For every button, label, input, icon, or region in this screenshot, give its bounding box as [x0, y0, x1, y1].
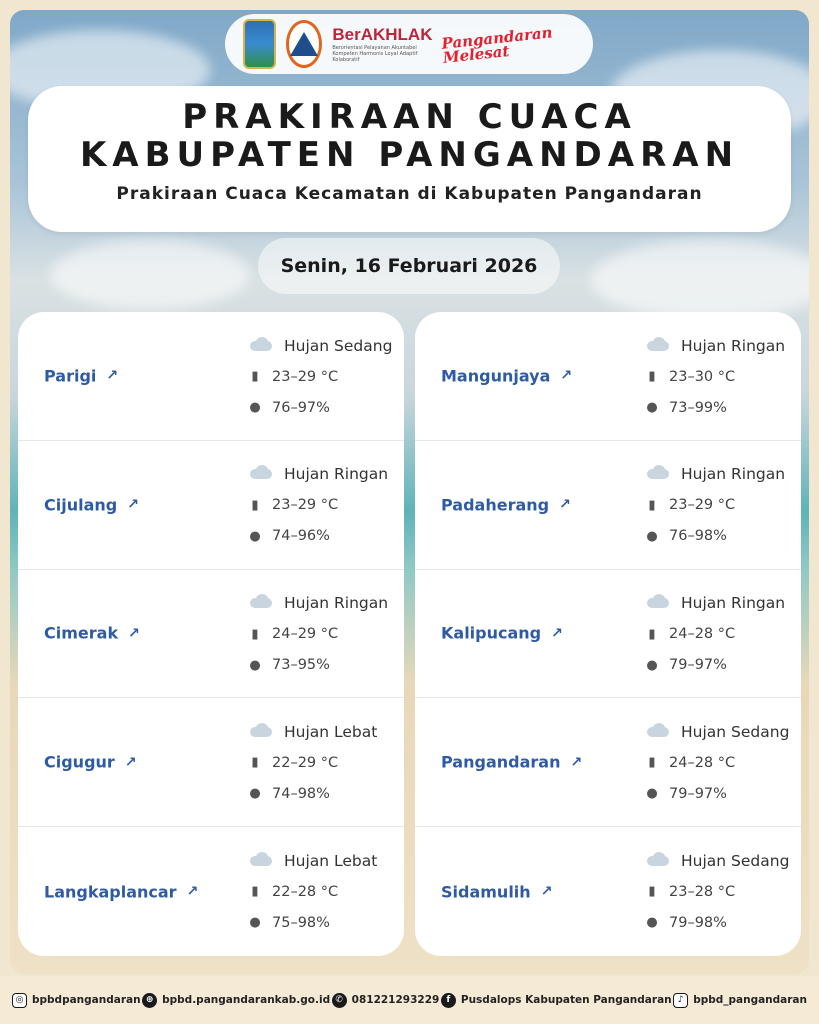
temperature-value: 24–28 °C	[669, 626, 736, 643]
temperature-value: 23–29 °C	[669, 497, 736, 514]
weather-label: Hujan Ringan	[681, 336, 786, 355]
district-name: Mangunjaya	[441, 366, 551, 386]
district-link[interactable]	[44, 753, 137, 772]
weather-condition	[645, 845, 801, 876]
berakhlak-logo	[332, 25, 432, 63]
pangandaran-melesat-logo: Pangandaran Melesat	[441, 23, 554, 67]
title-card	[28, 86, 791, 232]
instagram-handle: bpbdpangandaran	[32, 994, 141, 1006]
weather-condition	[645, 330, 801, 361]
forecast-row	[18, 570, 404, 699]
rain-cloud-icon	[645, 852, 671, 870]
water-drop-icon: ●	[646, 915, 658, 931]
rain-cloud-icon	[645, 337, 671, 355]
forecast-row	[415, 570, 801, 699]
temperature	[248, 490, 404, 521]
temperature-value: 22–28 °C	[272, 883, 339, 900]
instagram-icon: ◎	[12, 993, 27, 1008]
water-drop-icon: ●	[249, 400, 261, 415]
district-name: Padaherang	[441, 495, 550, 515]
humidity-value: 73–99%	[669, 399, 727, 416]
temperature	[645, 361, 801, 392]
footer-whatsapp[interactable]	[332, 993, 440, 1008]
rain-cloud-icon	[248, 337, 274, 355]
district-link[interactable]	[441, 624, 563, 643]
district-link[interactable]	[44, 495, 139, 514]
weather-label: Hujan Lebat	[284, 722, 378, 741]
temperature-value: 23–28 °C	[669, 883, 736, 900]
district-link[interactable]	[441, 366, 572, 385]
rain-cloud-icon	[645, 465, 671, 483]
bnpb-logo-icon	[286, 20, 322, 68]
rain-cloud-icon	[645, 723, 671, 741]
thermometer-icon: ▮	[648, 497, 656, 513]
thermometer-icon: ▮	[251, 497, 259, 513]
district-name: Cijulang	[44, 495, 118, 515]
facebook-page: Pusdalops Kabupaten Pangandaran	[460, 994, 672, 1006]
thermometer-icon: ▮	[648, 369, 656, 384]
forecast-row	[18, 827, 404, 956]
weather-condition	[248, 716, 404, 747]
external-arrow-icon: ↗	[560, 367, 573, 384]
district-link[interactable]	[44, 366, 118, 385]
external-arrow-icon: ↗	[570, 754, 583, 771]
whatsapp-icon: ✆	[332, 993, 347, 1008]
water-drop-icon: ●	[249, 657, 261, 673]
temperature-value: 24–28 °C	[669, 754, 736, 771]
globe-icon: ⊕	[142, 993, 157, 1008]
thermometer-icon: ▮	[251, 369, 259, 384]
external-arrow-icon: ↗	[540, 883, 553, 900]
humidity-value: 76–97%	[272, 399, 330, 416]
humidity	[248, 778, 404, 809]
forecast-info	[645, 716, 801, 809]
forecast-info	[248, 459, 404, 552]
humidity	[645, 907, 801, 938]
district-link[interactable]	[44, 624, 140, 643]
water-drop-icon: ●	[646, 528, 658, 544]
humidity	[645, 778, 801, 809]
weather-condition	[645, 459, 801, 490]
rain-cloud-icon	[248, 723, 274, 741]
forecast-row	[18, 698, 404, 827]
district-link[interactable]	[44, 882, 198, 901]
temperature	[248, 747, 404, 778]
temperature	[248, 361, 404, 392]
forecast-info	[248, 845, 404, 938]
forecast-row	[415, 441, 801, 570]
temperature-value: 24–29 °C	[272, 626, 339, 643]
temperature-value: 23–30 °C	[669, 368, 736, 385]
forecast-row	[415, 827, 801, 956]
date-badge: Senin, 16 Februari 2026	[258, 238, 560, 294]
footer-instagram[interactable]	[12, 993, 141, 1008]
humidity-value: 79–98%	[669, 914, 727, 931]
forecast-row	[18, 312, 404, 441]
water-drop-icon: ●	[646, 657, 658, 673]
rain-cloud-icon	[248, 594, 274, 612]
humidity-value: 73–95%	[272, 657, 330, 674]
berakhlak-tagline: Berorientasi Pelayanan Akuntabel Kompeten Harmonis Loyal Adaptif Kolaboratif	[332, 45, 418, 63]
humidity	[248, 392, 404, 423]
forecast-info	[248, 588, 404, 681]
footer-facebook[interactable]	[441, 993, 672, 1008]
facebook-icon: f	[441, 993, 456, 1008]
water-drop-icon: ●	[646, 786, 658, 802]
forecast-info	[248, 330, 404, 423]
weather-label: Hujan Sedang	[681, 722, 790, 741]
temperature	[248, 876, 404, 907]
thermometer-icon: ▮	[251, 626, 259, 642]
external-arrow-icon: ↗	[559, 496, 571, 513]
district-link[interactable]	[441, 882, 552, 901]
external-arrow-icon: ↗	[186, 883, 199, 900]
forecast-row	[415, 698, 801, 827]
humidity-value: 74–96%	[272, 528, 330, 545]
weather-label: Hujan Ringan	[681, 465, 786, 484]
rain-cloud-icon	[248, 852, 274, 870]
weather-label: Hujan Ringan	[284, 465, 389, 484]
cloud-decoration	[50, 240, 250, 310]
humidity-value: 79–97%	[669, 785, 727, 802]
forecast-info	[645, 588, 801, 681]
thermometer-icon: ▮	[648, 755, 656, 771]
district-name: Sidamulih	[441, 882, 531, 902]
forecast-row	[415, 312, 801, 441]
rain-cloud-icon	[645, 594, 671, 612]
humidity-value: 79–97%	[669, 657, 727, 674]
forecast-info	[645, 845, 801, 938]
footer-website[interactable]	[142, 993, 330, 1008]
district-link[interactable]	[441, 495, 571, 514]
external-arrow-icon: ↗	[128, 625, 140, 642]
forecast-info	[645, 459, 801, 552]
humidity	[248, 907, 404, 938]
temperature	[645, 747, 801, 778]
forecast-column-left	[18, 312, 404, 956]
rain-cloud-icon	[248, 465, 274, 483]
forecast-info	[248, 716, 404, 809]
forecast-column-right	[415, 312, 801, 956]
page-subtitle: Prakiraan Cuaca Kecamatan di Kabupaten Pangandaran	[116, 184, 703, 204]
weather-label: Hujan Lebat	[284, 851, 378, 870]
footer-tiktok[interactable]	[673, 993, 807, 1008]
weather-label: Hujan Ringan	[681, 594, 786, 613]
humidity-value: 75–98%	[272, 914, 330, 931]
temperature	[645, 876, 801, 907]
district-name: Langkaplancar	[44, 882, 177, 902]
water-drop-icon: ●	[249, 915, 261, 931]
regency-emblem-icon	[243, 19, 276, 69]
website-url: bpbd.pangandarankab.go.id	[162, 994, 331, 1006]
page-title-line1: PRAKIRAAN CUACA	[182, 97, 637, 137]
berakhlak-text: BerAKHLAK	[332, 25, 433, 44]
water-drop-icon: ●	[646, 400, 658, 415]
tiktok-icon: ♪	[673, 993, 688, 1008]
logo-bar	[225, 14, 593, 74]
weather-condition	[645, 588, 801, 619]
temperature-value: 23–29 °C	[272, 368, 339, 385]
humidity-value: 74–98%	[272, 785, 330, 802]
humidity	[248, 521, 404, 552]
temperature	[248, 619, 404, 650]
weather-condition	[248, 588, 404, 619]
external-arrow-icon: ↗	[127, 496, 139, 513]
weather-condition	[248, 459, 404, 490]
district-name: Kalipucang	[441, 623, 542, 643]
thermometer-icon: ▮	[648, 626, 656, 642]
district-link[interactable]	[441, 753, 582, 772]
temperature-value: 23–29 °C	[272, 497, 339, 514]
weather-condition	[248, 845, 404, 876]
footer	[0, 976, 819, 1024]
water-drop-icon: ●	[249, 786, 261, 802]
district-name: Pangandaran	[441, 752, 561, 772]
temperature-value: 22–29 °C	[272, 754, 339, 771]
water-drop-icon: ●	[249, 528, 261, 544]
external-arrow-icon: ↗	[106, 367, 119, 384]
forecast-row	[18, 441, 404, 570]
weather-label: Hujan Sedang	[284, 336, 393, 355]
forecast-info	[645, 330, 801, 423]
temperature	[645, 619, 801, 650]
thermometer-icon: ▮	[251, 755, 259, 771]
page-title-line2: KABUPATEN PANGANDARAN	[79, 135, 740, 175]
humidity	[645, 521, 801, 552]
thermometer-icon: ▮	[648, 884, 656, 900]
thermometer-icon: ▮	[251, 884, 259, 900]
weather-condition	[645, 716, 801, 747]
humidity	[645, 650, 801, 681]
temperature	[645, 490, 801, 521]
district-name: Cimerak	[44, 623, 119, 643]
external-arrow-icon: ↗	[124, 754, 137, 771]
weather-label: Hujan Ringan	[284, 594, 389, 613]
humidity	[645, 392, 801, 423]
weather-label: Hujan Sedang	[681, 851, 790, 870]
external-arrow-icon: ↗	[551, 625, 563, 642]
whatsapp-number: 081221293229	[351, 994, 440, 1006]
cloud-decoration	[590, 240, 809, 320]
humidity-value: 76–98%	[669, 528, 727, 545]
district-name: Cigugur	[44, 752, 115, 772]
humidity	[248, 650, 404, 681]
tiktok-handle: bpbd_pangandaran	[693, 994, 807, 1006]
district-name: Parigi	[44, 366, 97, 386]
weather-condition	[248, 330, 404, 361]
